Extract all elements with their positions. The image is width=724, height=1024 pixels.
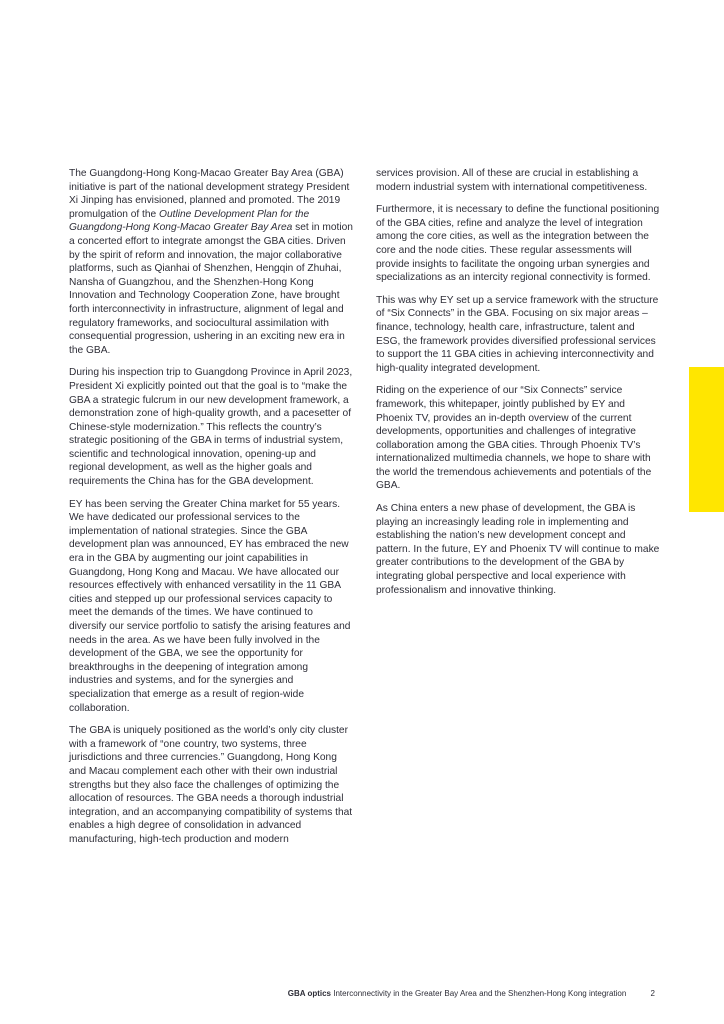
footer-title: Interconnectivity in the Greater Bay Area and the Shenzhen-Hong Kong integration: [333, 989, 627, 998]
right-column: [376, 167, 660, 606]
left-column: [69, 167, 353, 856]
left-paragraph-1: [69, 167, 353, 357]
right-paragraph-1: services provision. All of these are crucial in establishing a modern industrial system with international competitiveness.: [376, 168, 648, 193]
left-paragraph-2: During his inspection trip to Guangdong Province in April 2023, President Xi explicitly pointed out that the goal is to “make the GBA a strategic fulcrum in our new development framework, a demonstration zone of high-quality growth, and a pacesetter of Chinese-style modernization.” This reflects the country’s strategic positioning of the GBA in terms of industrial system, scientific and technological innovation, opening-up and regional development, as well as the higher goals and requirements the China has for the GBA development.: [69, 367, 353, 488]
outline-plan-title: Outline Development Plan for the Guangdong-Hong Kong-Macao Greater Bay Area: [69, 208, 310, 234]
right-paragraph-5: As China enters a new phase of development, the GBA is playing an increasingly leading role in implementing and establishing the nation’s new development concept and pattern. In the future, EY and Phoenix TV will continue to make greater contributions to the development of the GBA by integrating global perspective and local experience with professionalism and innovative thinking.: [376, 503, 660, 596]
left-paragraph-4: The GBA is uniquely positioned as the world’s only city cluster with a framework of “one country, two systems, three jurisdictions and three currencies.” Guangdong, Hong Kong and Macau complement each other with their own industrial strengths but they also face the challenges of optimizing the allocation of resources. The GBA needs a thorough industrial integration, and an accompanying compatibility of systems that enables a high degree of consolidation in advanced manufacturing, high-tech production and modern: [69, 725, 353, 845]
page-number: 2: [650, 989, 655, 998]
left-paragraph-1-text-b: set in motion a concerted effort to integrate amongst the GBA cities. Driven by the spirit of reform and innovation, the major collaborative platforms, such as Qianhai of Shenzhen, Hengqin of Zhuhai, Nansha of Guangzhou, and the Shenzhen-Hong Kong Innovation and Technology Cooperation Zone, have brought forth interconnectivity in infrastructure, alignment of legal and regulatory frameworks, and sociocultural assimilation with consequential progression, ushering in an exciting new era in the GBA.: [69, 222, 353, 356]
left-paragraph-1-text-a: The Guangdong-Hong Kong-Macao Greater Bay Area (GBA) initiative is part of the national development strategy President Xi Jinping has envisioned, planned and promoted. The 2019 promulgation of the: [69, 168, 350, 220]
right-paragraph-3: This was why EY set up a service framework with the structure of “Six Connects” in the GBA. Focusing on six major areas – finance, technology, health care, infrastructure, talent and ESG, the framework provides diversified professional services to support the 11 GBA cities in achieving interconnectivity and high-quality integrated development.: [376, 294, 659, 374]
right-paragraph-2: Furthermore, it is necessary to define the functional positioning of the GBA cities, refine and analyze the level of integration among the core cities, as well as the integration between the core and the node cities. These regular assessments will provide insights to facilitate the ongoing urban synergies and specializations as an intercity regional connectivity is formed.: [376, 204, 660, 284]
left-paragraph-3: EY has been serving the Greater China market for 55 years. We have dedicated our professional services to the implementation of national strategies. Since the GBA development plan was announced, EY has embraced the new era in the GBA by augmenting our joint capabilities in Guangdong, Hong Kong and Macau. We have allocated our resources effectively with enhanced versatility in the 11 GBA cities and stepped up our professional services capacity to meet the demands of the times. We have continued to diversify our service portfolio to satisfy the arising features and needs in the area. As we have been fully involved in the development of the GBA, we see the opportunity for breakthroughs in the deepening of integration among industries and systems, and for the synergies and specialization that emerge as a result of region-wide collaboration.: [69, 498, 351, 714]
footer-brand: GBA optics: [287, 989, 331, 998]
right-paragraph-4: Riding on the experience of our “Six Connects” service framework, this whitepaper, jointly published by EY and Phoenix TV, provides an in-depth overview of the current developments, opportunities and challenges of integrative collaboration among the GBA cities. Through Phoenix TV’s internationalized multimedia channels, we hope to share with the world the tremendous achievements and potentials of the GBA.: [376, 385, 652, 492]
page-footer: [288, 989, 655, 999]
yellow-section-tab: [689, 367, 724, 512]
